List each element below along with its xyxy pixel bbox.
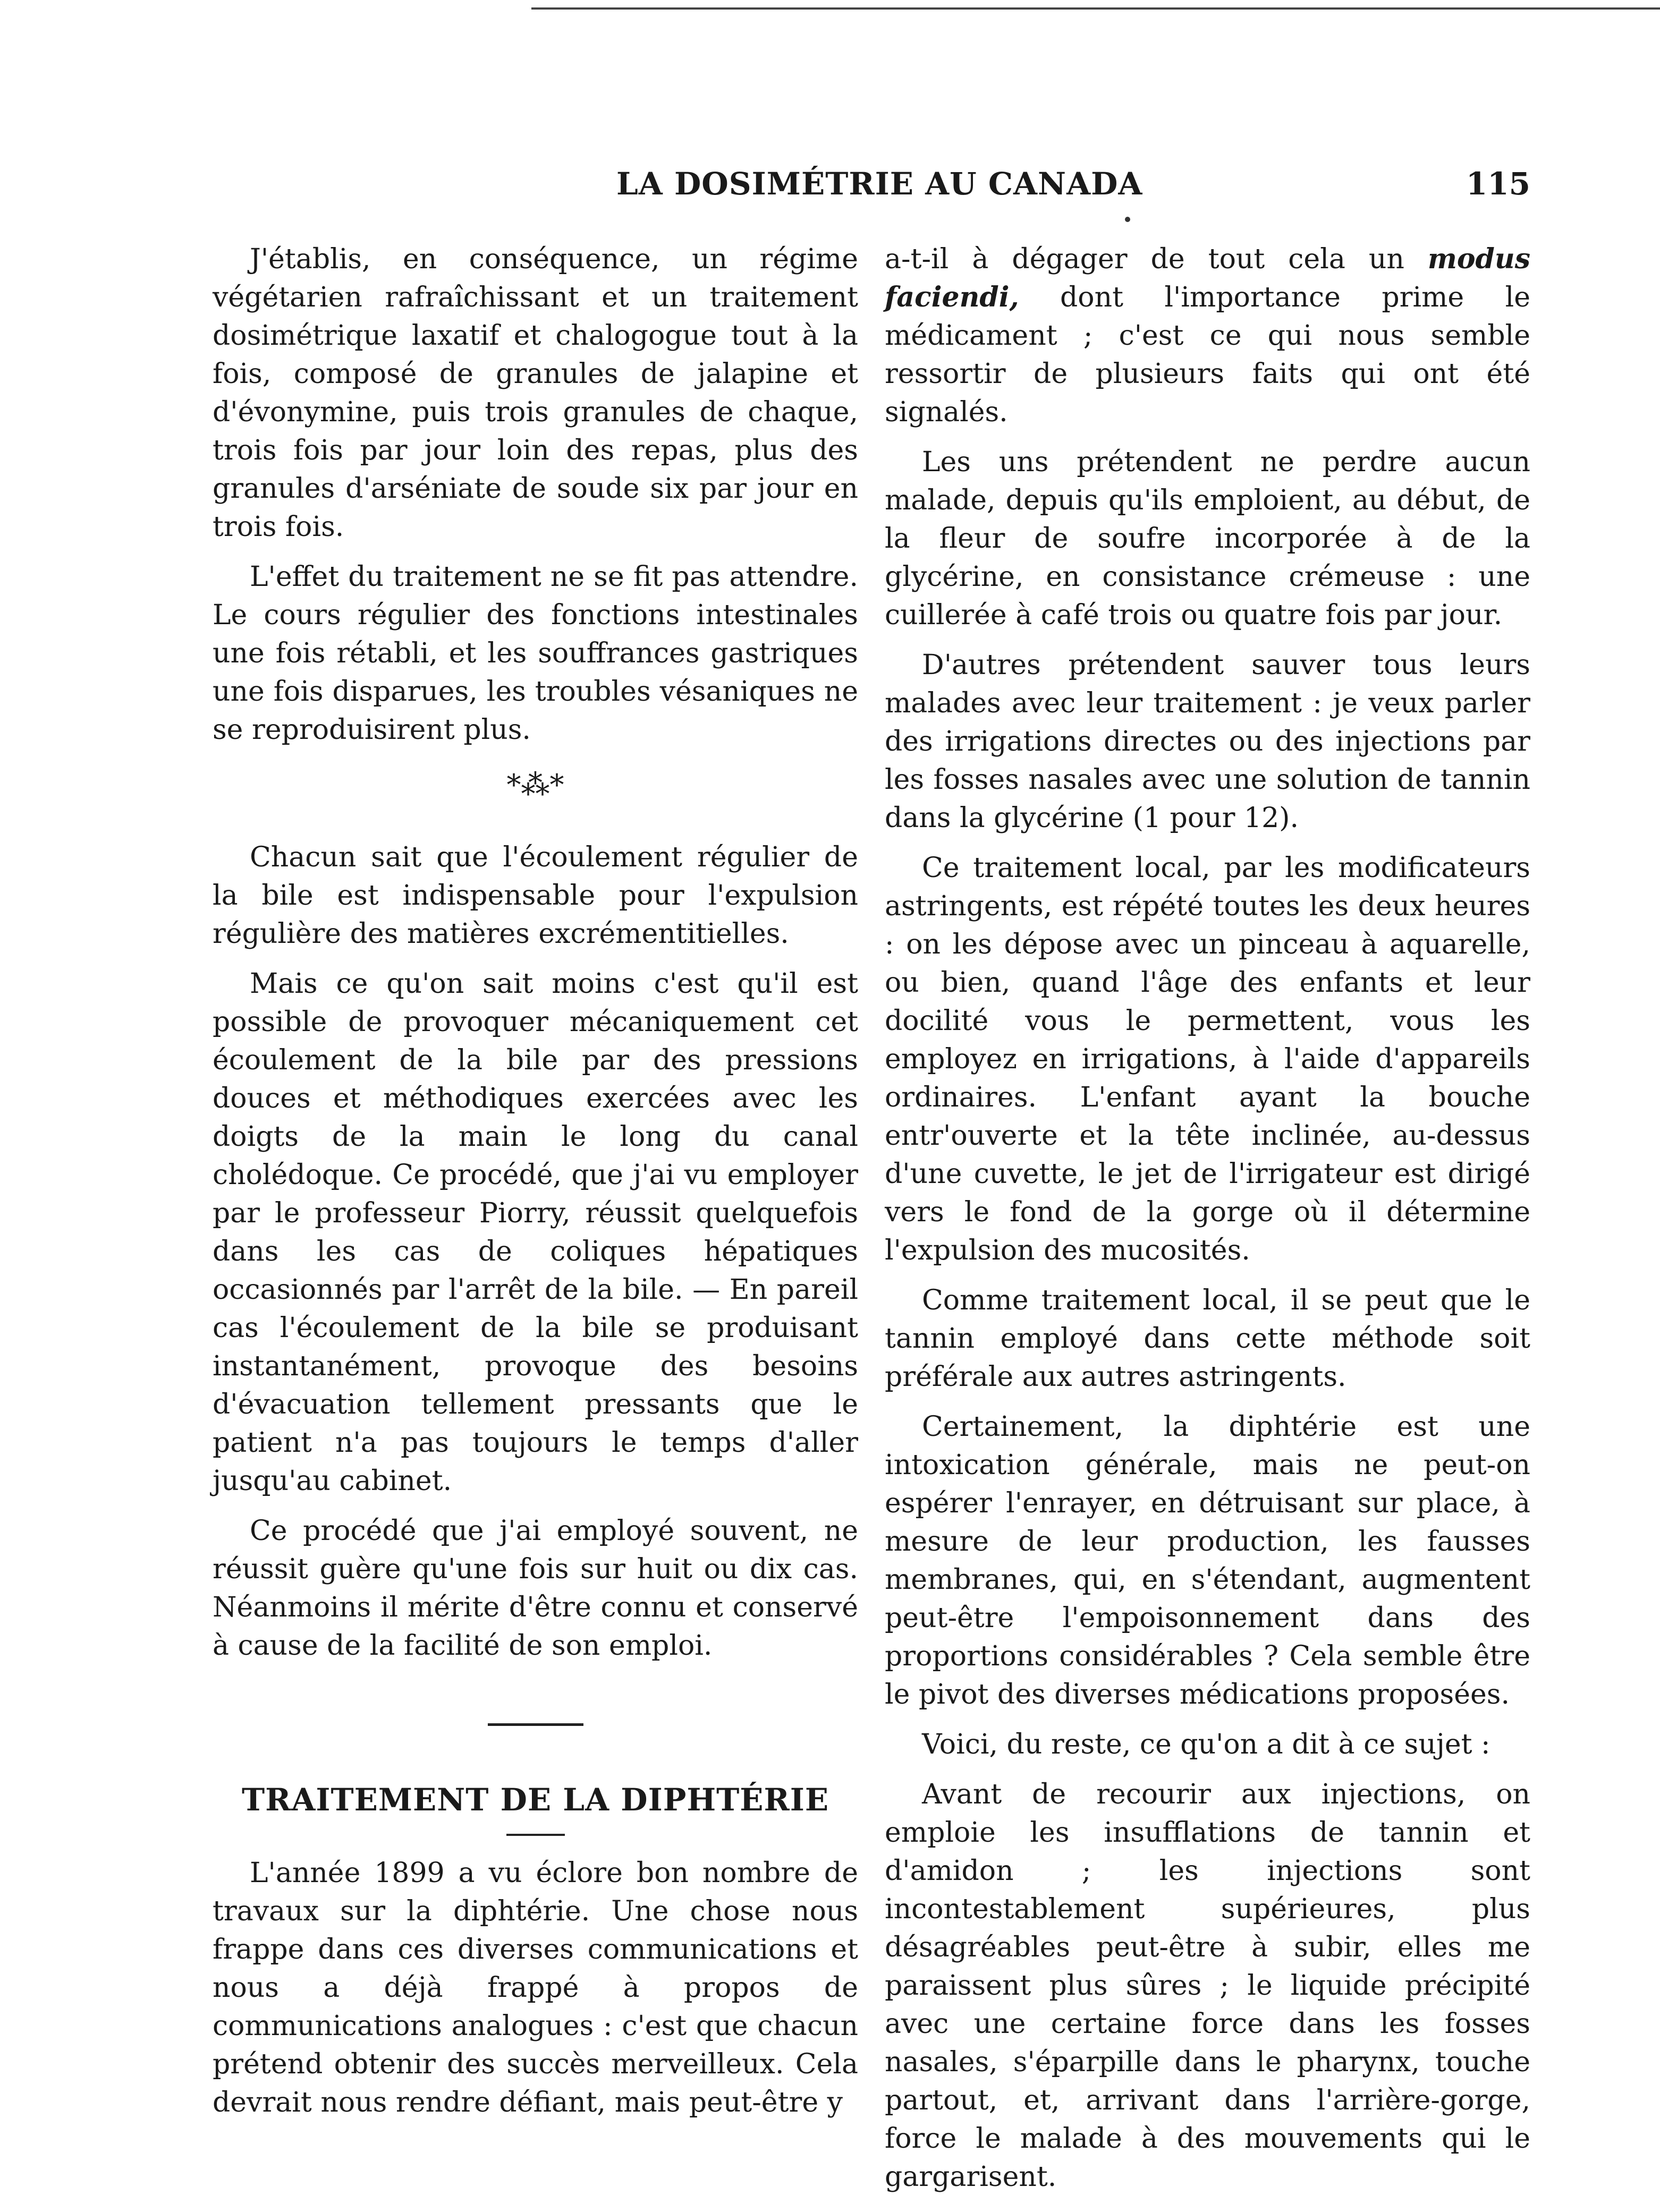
section-title: TRAITEMENT DE LA DIPHTÉRIE [241, 1782, 829, 1818]
paragraph: Avant de recourir aux injections, on emploie les insufflations de tannin et d'amidon ; les injections sont incontestablement supérieures, plus désagréables peut-être à subir, elles me paraissent plus sûres ; le liquide précipité avec une certaine force dans les fosses nasales, s'éparpille dans le pharynx, touche partout, et, arrivant dans l'arrière-gorge, force le malade à des mouvements qui le gargarisent. [885, 1779, 1530, 2193]
paragraph: Certainement, la diphtérie est une intoxication générale, mais ne peut-on espérer l'enrayer, en détruisant sur place, à mesure de leur production, les fausses membranes, qui, en s'étendant, augmentent peut-être l'empoisonnement dans des proportions considérables ? Cela semble être le pivot des diverses médications proposées. [885, 1411, 1530, 1711]
running-title: LA DOSIMÉTRIE AU CANADA [616, 166, 1143, 202]
paragraph: Voici, du reste, ce qu'on a dit à ce sujet : [922, 1729, 1490, 1760]
paragraph: Ce procédé que j'ai employé souvent, ne réussit guère qu'une fois sur huit ou dix cas. Néanmoins il mérite d'être connu et conservé à cause de la facilité de son emploi. [213, 1515, 858, 1662]
right-column [885, 240, 1530, 2208]
text-fragment: a-t-il à dégager de tout cela un [885, 243, 1428, 275]
paragraph: Les uns prétendent ne perdre aucun malade, depuis qu'ils emploient, au début, de la fleur de soufre incorporée à de la glycérine, en consistance crémeuse : une cuillerée à café trois ou quatre fois par jour. [885, 446, 1530, 631]
printer-dot-mark [1125, 217, 1130, 222]
paragraph: Chacun sait que l'écoulement régulier de la bile est indispensable pour l'expulsion régulière des matières excrémentitielles. [213, 841, 858, 950]
page-header [213, 166, 1530, 214]
paragraph: L'année 1899 a vu éclore bon nombre de travaux sur la diphtérie. Une chose nous frappe dans ces diverses communications et nous a déjà frappé à propos de communications analogues : c'est que chacun prétend obtenir des succès merveilleux. Cela devrait nous rendre défiant, mais peut-être y [213, 1857, 858, 2119]
page-number: 115 [1466, 166, 1530, 202]
left-column [213, 240, 858, 2133]
text-fragment: dont l'importance prime le médicament ; c'est ce qui nous semble ressortir de plusieurs faits qui ont été signalés. [885, 282, 1530, 428]
paragraph: L'effet du traitement ne se fit pas attendre. Le cours régulier des fonctions intestinales une fois rétabli, et les souffrances gastriques une fois disparues, les troubles vésaniques ne se reproduisirent plus. [213, 561, 858, 746]
top-border-rule [531, 7, 1660, 10]
paragraph: Mais ce qu'on sait moins c'est qu'il est possible de provoquer mécaniquement cet écoulement de la bile par des pressions douces et méthodiques exercées avec les doigts de la main le long du canal cholédoque. Ce procédé, que j'ai vu employer par le professeur Piorry, réussit quelquefois dans les cas de coliques hépatiques occasionnés par l'arrêt de la bile. — En pareil cas l'écoulement de la bile se produisant instantanément, provoque des besoins d'évacuation tellement pressants que le patient n'a pas toujours le temps d'aller jusqu'au cabinet. [213, 968, 858, 1497]
section-separator-rule [488, 1723, 583, 1726]
asterism-divider: *⁂* [506, 768, 564, 802]
paragraph: J'établis, en conséquence, un régime végétarien rafraîchissant et un traitement dosimétrique laxatif et chalogogue tout à la fois, composé de granules de jalapine et d'évonymine, puis trois granules de chaque, trois fois par jour loin des repas, plus des granules d'arséniate de soude six par jour en trois fois. [213, 243, 858, 543]
italic-phrase: modus faciendi, [885, 243, 1530, 313]
paragraph-continued [885, 240, 1530, 431]
paragraph: Ce traitement local, par les modificateurs astringents, est répété toutes les deux heures : on les dépose avec un pinceau à aquarelle, ou bien, quand l'âge des enfants et leur docilité vous le permettent, vous les employez en irrigations, à l'aide d'appareils ordinaires. L'enfant ayant la bouche entr'ouverte et la tête inclinée, au-dessus d'une cuvette, le jet de l'irrigateur est dirigé vers le fond de la gorge où il détermine l'expulsion des mucosités. [885, 852, 1530, 1266]
paragraph: D'autres prétendent sauver tous leurs malades avec leur traitement : je veux parler des irrigations directes ou des injections par les fosses nasales avec une solution de tannin dans la glycérine (1 pour 12). [885, 649, 1530, 834]
section-title-underline [506, 1834, 565, 1836]
paragraph: Comme traitement local, il se peut que le tannin employé dans cette méthode soit préférale aux autres astringents. [885, 1284, 1530, 1393]
